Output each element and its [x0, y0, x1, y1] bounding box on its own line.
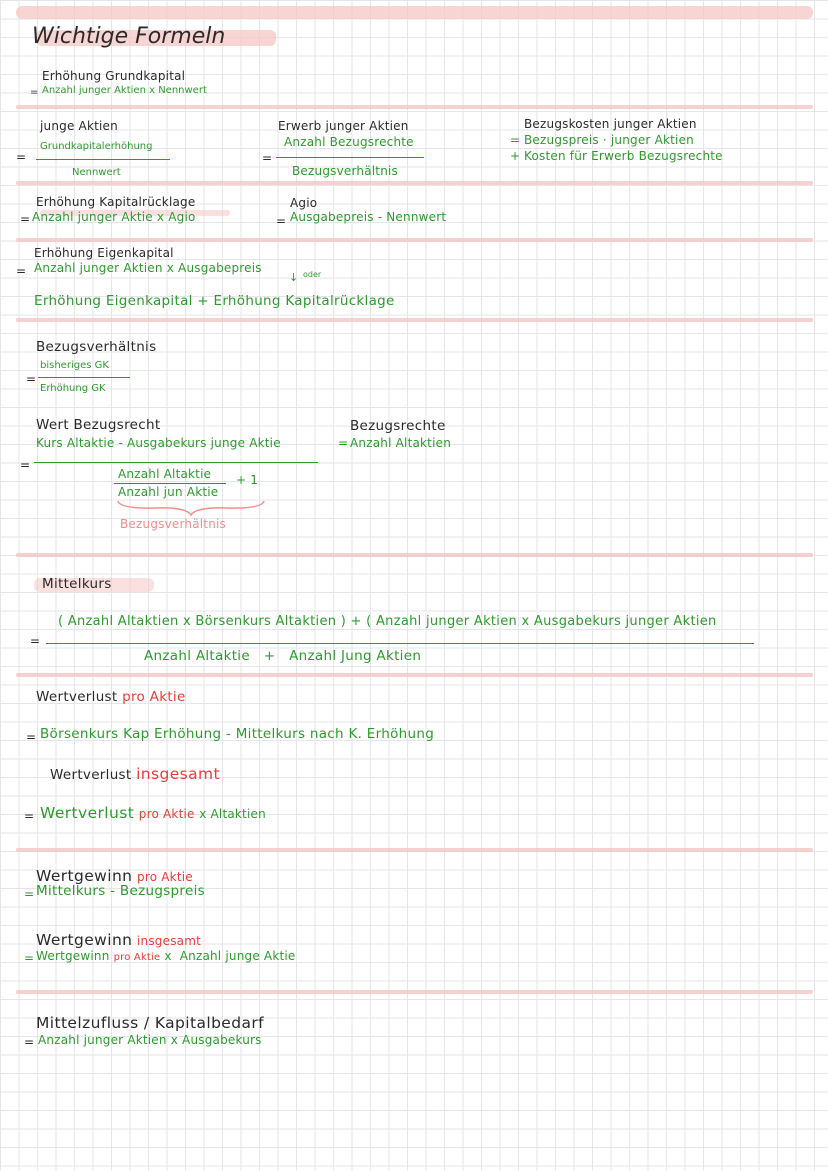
heading-black: Wertverlust	[36, 689, 118, 705]
equals-sign: =	[24, 887, 35, 901]
equals-sign: =	[20, 458, 31, 472]
formula-eigenkapital-alt: Erhöhung Eigenkapital + Erhöhung Kapitalrücklage	[34, 293, 395, 309]
heading-mittelzufluss-kapitalbedarf: Mittelzufluss / Kapitalbedarf	[36, 1014, 265, 1032]
formula-red: pro Aktie	[113, 952, 161, 963]
top-highlight-bar	[16, 6, 813, 19]
formula-green: Wertgewinn	[36, 949, 110, 963]
denominator-erhoehung-gk: Erhöhung GK	[40, 383, 106, 394]
heading-black: Wertverlust	[50, 767, 132, 783]
section-divider	[16, 181, 813, 185]
heading-red: pro Aktie	[137, 870, 193, 884]
section-divider	[16, 238, 813, 242]
page-title: Wichtige Formeln	[32, 24, 226, 49]
formula-green: Wertverlust	[40, 804, 135, 822]
formula-wertverlust-pro-aktie: Börsenkurs Kap Erhöhung - Mittelkurs nach K. Erhöhung	[40, 726, 435, 742]
formula-kosten-line: Kosten für Erwerb Bezugsrechte	[524, 149, 723, 163]
formula-kapitalruecklage: Anzahl junger Aktie x Agio	[32, 210, 196, 224]
equals-sign: =	[26, 730, 37, 744]
equals-sign: =	[510, 133, 521, 147]
heading-wertverlust-insgesamt	[50, 767, 220, 783]
formula-wertverlust-insgesamt	[40, 806, 266, 822]
equals-sign: =	[30, 634, 41, 648]
fraction-bar	[276, 157, 424, 158]
heading-red: pro Aktie	[122, 689, 186, 705]
formula-red: pro Aktie	[138, 807, 195, 821]
denominator-nennwert: Nennwert	[72, 167, 121, 178]
numerator-anzahl-bezugsrechte: Anzahl Bezugsrechte	[284, 135, 414, 149]
heading-red: insgesamt	[136, 765, 221, 783]
equals-sign: =	[24, 951, 35, 965]
formula-bezugsrechte: Anzahl Altaktien	[350, 436, 451, 450]
formula-wertgewinn-insgesamt	[36, 950, 296, 963]
brace-label-bezugsverhaeltnis: Bezugsverhältnis	[120, 517, 226, 531]
numerator-mittelkurs: ( Anzahl Altaktien x Börsenkurs Altaktien ) + ( Anzahl junger Aktien x Ausgabekurs junger Aktien	[58, 614, 717, 629]
denominator-bezugsverhaeltnis: Bezugsverhältnis	[292, 164, 398, 178]
fraction-bar	[38, 377, 130, 378]
heading-erhoehung-eigenkapital: Erhöhung Eigenkapital	[34, 246, 174, 260]
equals-sign: =	[24, 1035, 35, 1049]
section-divider	[16, 990, 813, 994]
equals-sign: =	[20, 212, 31, 226]
heading-bezugskosten: Bezugskosten junger Aktien	[524, 117, 697, 131]
oder-label: oder	[303, 270, 322, 279]
numerator-bisheriges-gk: bisheriges GK	[40, 360, 109, 371]
formula-tail: x Altaktien	[199, 807, 266, 821]
equals-sign: =	[16, 150, 27, 164]
heading-bezugsrechte: Bezugsrechte	[350, 418, 446, 434]
heading-erwerb-junger-aktien: Erwerb junger Aktien	[278, 119, 409, 133]
section-divider	[16, 318, 813, 322]
sub-denominator-anzahl-jun-aktie: Anzahl jun Aktie	[118, 485, 219, 499]
heading-bezugsverhaeltnis: Bezugsverhältnis	[36, 339, 157, 355]
numerator-grundkapitalerhoehung: Grundkapitalerhöhung	[40, 141, 153, 152]
numerator-kurs-differenz: Kurs Altaktie - Ausgabekurs junge Aktie	[36, 436, 281, 450]
heading-erhoehung-grundkapital: Erhöhung Grundkapital	[42, 69, 186, 83]
equals-sign: =	[276, 214, 287, 228]
equals-sign: =	[16, 264, 27, 278]
heading-junge-aktien: junge Aktien	[40, 119, 118, 133]
denominator-mittelkurs: Anzahl Altaktie + Anzahl Jung Aktien	[144, 648, 422, 664]
fraction-bar	[46, 643, 754, 644]
section-divider	[16, 105, 813, 109]
section-divider	[16, 848, 813, 852]
heading-red: insgesamt	[137, 934, 202, 948]
equals-sign: =	[30, 87, 39, 98]
heading-wertverlust-pro-aktie	[36, 691, 186, 705]
brace	[116, 499, 266, 517]
formula-mittelzufluss: Anzahl junger Aktien x Ausgabekurs	[38, 1033, 262, 1047]
plus-sign: +	[510, 149, 521, 163]
formula-wertgewinn-pro-aktie: Mittelkurs - Bezugspreis	[36, 883, 205, 899]
heading-wert-bezugsrecht: Wert Bezugsrecht	[36, 417, 161, 433]
plus-one: + 1	[236, 473, 259, 487]
formula-agio: Ausgabepreis - Nennwert	[290, 210, 447, 224]
heading-erhoehung-kapitalruecklage: Erhöhung Kapitalrücklage	[36, 195, 196, 209]
section-divider	[16, 553, 813, 557]
formula-eigenkapital: Anzahl junger Aktien x Ausgabepreis	[34, 261, 262, 275]
heading-black: Wertgewinn	[36, 867, 133, 885]
heading-wertgewinn-insgesamt	[36, 933, 201, 949]
formula-erhoehung-grundkapital: Anzahl junger Aktien x Nennwert	[42, 85, 207, 96]
section-divider	[16, 673, 813, 677]
heading-mittelkurs: Mittelkurs	[42, 576, 112, 592]
heading-agio: Agio	[290, 196, 318, 210]
sub-numerator-anzahl-altaktie: Anzahl Altaktie	[118, 467, 212, 481]
oder-arrow: ↓	[289, 271, 299, 284]
equals-sign: =	[24, 809, 35, 823]
heading-black: Wertgewinn	[36, 931, 133, 949]
equals-sign: =	[26, 372, 37, 386]
formula-tail: x Anzahl junge Aktie	[164, 949, 296, 963]
fraction-bar	[36, 159, 170, 160]
equals-sign: =	[262, 151, 273, 165]
formula-bezugspreis-line: Bezugspreis · junger Aktien	[524, 133, 694, 147]
fraction-bar	[34, 462, 318, 463]
equals-sign: =	[338, 436, 349, 450]
